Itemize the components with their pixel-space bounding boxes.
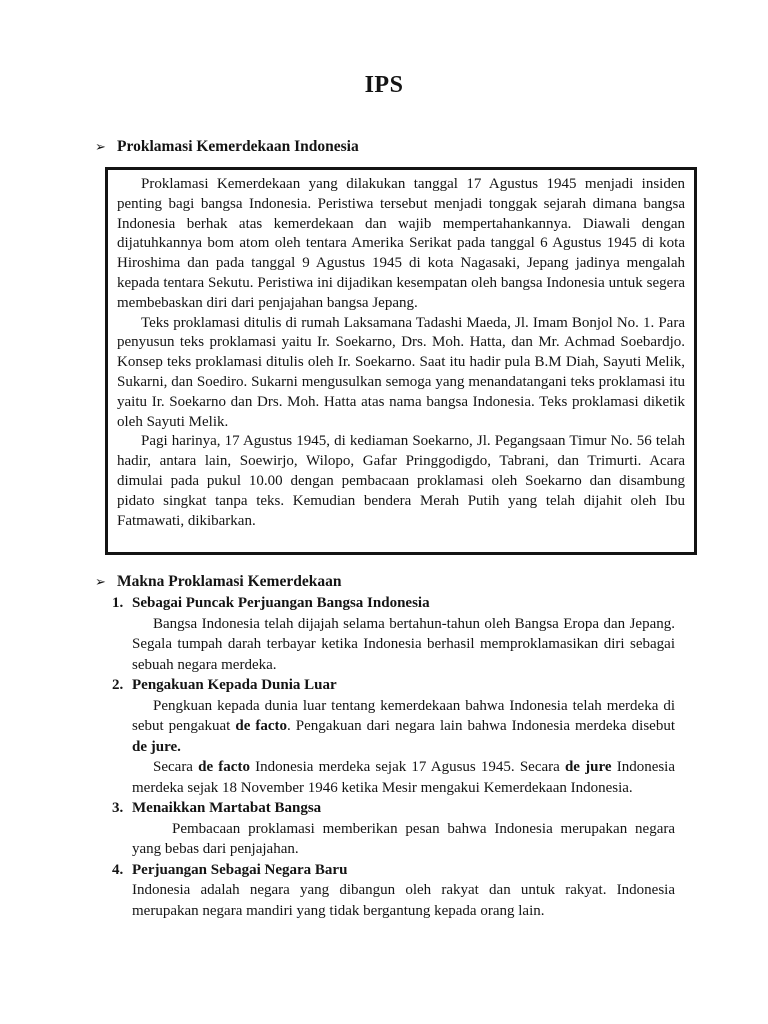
list-item-2 (95, 675, 697, 798)
item-paragraph: Pengkuan kepada dunia luar tentang kemerdekaan bahwa Indonesia telah merdeka di sebut pengakuat de facto. Pengakuan dari negara lain bahwa Indonesia merdeka disebut de jure. (132, 697, 675, 755)
item-title: Pengakuan Kepada Dunia Luar (132, 677, 337, 693)
item-number: 2. (112, 677, 124, 693)
section-heading-proklamasi (95, 136, 697, 158)
section-heading-label: Makna Proklamasi Kemerdekaan (117, 573, 342, 590)
item-title: Menaikkan Martabat Bangsa (132, 800, 322, 816)
section-heading-label: Proklamasi Kemerdekaan Indonesia (117, 138, 359, 155)
item-paragraph: Secara de facto Indonesia merdeka sejak 17 Agusus 1945. Secara de jure Indonesia merdeka sejak 18 November 1946 ketika Mesir mengakui Kemerdekaan Indonesia. (132, 759, 676, 796)
list-item-1 (95, 593, 697, 675)
box-paragraph: Pagi harinya, 17 Agustus 1945, di kediaman Soekarno, Jl. Pegangsaan Timur No. 56 telah hadir, antara lain, Soewirjo, Wilopo, Gafar Pringgodigdo, Tabrani, dan Trimurti. Acara dimulai pada pukul 10.00 dengan pembacaan proklamasi oleh Soekarno dan disambung pidato singkat tanpa teks. Kemudian bendera Merah Putih yang telah dijahit oleh Ibu Fatmawati, dikibarkan. (117, 433, 685, 529)
item-number: 1. (112, 595, 124, 611)
box-paragraph: Teks proklamasi ditulis di rumah Laksamana Tadashi Maeda, Jl. Imam Bonjol No. 1. Para penyusun teks proklamasi yaitu Ir. Soekarno, Drs. Moh. Hatta, dan Mr. Achmad Soebardjo. Konsep teks proklamasi ditulis oleh Ir. Soekarno. Saat itu hadir pula B.M Diah, Sayuti Melik, Sukarni, dan Soediro. Sukarni mengusulkan semoga yang menandatangani teks proklamasi itu yaitu Ir. Soekarno dan Drs. Moh. Hatta atas nama bangsa Indonesia. Teks proklamasi diketik oleh Sayuti Melik. (117, 314, 685, 430)
makna-list (95, 593, 697, 921)
page-title: IPS (364, 72, 404, 98)
section-heading-makna (95, 571, 697, 593)
box-paragraph: Proklamasi Kemerdekaan yang dilakukan tanggal 17 Agustus 1945 menjadi insiden penting bagi bangsa Indonesia. Peristiwa tersebut menjadi tonggak sejarah dimana bangsa Indonesia berhak atas kemerdekaan dan wajib mempertahankannya. Diawali dengan dijatuhkannya bom atom oleh tentara Amerika Serikat pada tanggal 6 Agustus 1945 di kota Hiroshima dan pada tanggal 9 Agustus 1945 di kota Nagasaki, Jepang jadinya mengalah kepada tentara Sekutu. Peristiwa ini dijadikan kesempatan oleh bangsa Indonesia untuk segera membebaskan diri dari penjajahan bangsa Jepang. (117, 176, 685, 311)
item-title: Perjuangan Sebagai Negara Baru (132, 861, 348, 878)
arrow-bullet-icon: ➢ (95, 575, 106, 590)
item-paragraph: Bangsa Indonesia telah dijajah selama bertahun-tahun oleh Bangsa Eropa dan Jepang. Segala tumpah darah terbayar ketika Indonesia berhasil memproklamasikan diri sebagai sebuah negara merdeka. (132, 615, 675, 673)
list-item-4 (95, 860, 697, 922)
item-number: 4. (112, 861, 124, 878)
item-number: 3. (112, 800, 124, 816)
item-paragraph: Pembacaan proklamasi memberikan pesan bahwa Indonesia merupakan negara yang bebas dari penjajahan. (132, 820, 675, 857)
document-content (95, 136, 697, 921)
list-item-3 (95, 798, 697, 860)
item-paragraph: Indonesia adalah negara yang dibangun oleh rakyat dan untuk rakyat. Indonesia merupakan negara mandiri yang tidak bergantung kepada orang lain. (132, 882, 675, 919)
arrow-bullet-icon: ➢ (95, 140, 106, 155)
proklamasi-text-box (105, 167, 697, 555)
item-title: Sebagai Puncak Perjuangan Bangsa Indonesia (132, 595, 430, 611)
